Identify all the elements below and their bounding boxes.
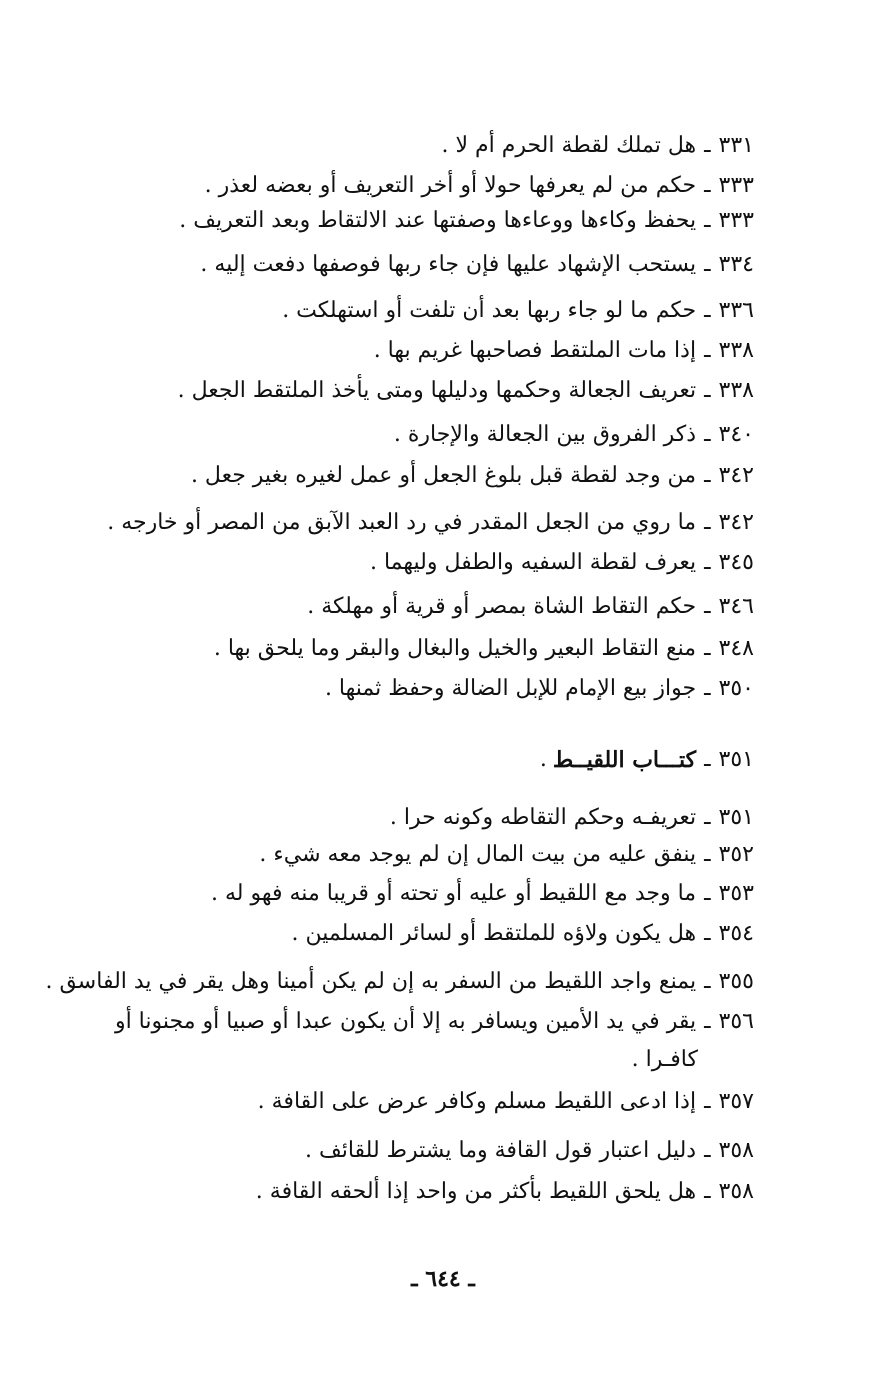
entry-page-number: ٣٣١ — [718, 133, 754, 158]
entry-title: تعريف الجعالة وحكمها ودليلها ومتى يأخذ الملتقط الجعل . — [177, 378, 697, 403]
entry-page-number: ٣٥٥ — [718, 969, 754, 994]
entry-title: تعريفـه وحكم التقاطه وكونه حرا . — [389, 805, 697, 830]
heading-dash: ـ — [704, 747, 711, 772]
index-entry — [259, 840, 754, 870]
entry-dash: ـ — [704, 842, 711, 867]
index-entry — [115, 1007, 754, 1037]
index-entry — [205, 171, 754, 201]
entry-page-number: ٣٤٥ — [718, 550, 754, 575]
entry-title: ما روي من الجعل المقدر في رد العبد الآبق من المصر أو خارجه . — [107, 510, 697, 535]
index-entry — [292, 919, 754, 949]
entry-title: يقر في يد الأمين ويسافر به إلا أن يكون عبدا أو صبيا أو مجنونا أو — [114, 1009, 697, 1034]
entry-dash: ـ — [704, 208, 711, 233]
entry-page-number: ٣٥٨ — [718, 1179, 754, 1204]
entry-dash: ـ — [704, 676, 711, 701]
index-entry — [374, 336, 754, 366]
index-entry — [258, 1087, 754, 1117]
index-entry — [307, 592, 754, 622]
index-entry — [390, 803, 754, 833]
entry-title: ينفق عليه من بيت المال إن لم يوجد معه شيء . — [259, 842, 697, 867]
entry-dash: ـ — [704, 1089, 711, 1114]
chapter-heading — [540, 745, 754, 775]
entry-title: ما وجد مع اللقيط أو عليه أو تحته أو قريبا منه فهو له . — [211, 881, 697, 906]
entry-page-number: ٣٣٣ — [718, 208, 754, 233]
entry-page-number: ٣٥١ — [718, 805, 754, 830]
entry-title: هل تملك لقطة الحرم أم لا . — [441, 133, 697, 158]
entry-page-number: ٣٥٦ — [718, 1009, 754, 1034]
entry-dash: ـ — [704, 969, 711, 994]
entry-page-number: ٣٣٣ — [718, 173, 754, 198]
entry-dash: ـ — [704, 636, 711, 661]
entry-dash: ـ — [704, 173, 711, 198]
page-number-footer: ـ ٦٤٤ ـ — [411, 1266, 475, 1292]
entry-title: ذكر الفروق بين الجعالة والإجارة . — [393, 422, 697, 447]
entry-title: من وجد لقطة قبل بلوغ الجعل أو عمل لغيره بغير جعل . — [190, 463, 697, 488]
entry-continuation: كافـرا . — [631, 1047, 698, 1072]
entry-dash: ـ — [704, 338, 711, 363]
entry-dash: ـ — [704, 881, 711, 906]
index-entry — [441, 131, 754, 161]
entry-page-number: ٣٥٤ — [718, 921, 754, 946]
entry-dash: ـ — [704, 1179, 711, 1204]
entry-dash: ـ — [704, 594, 711, 619]
entry-dash: ـ — [704, 252, 711, 277]
index-entry — [325, 674, 754, 704]
index-entry — [191, 461, 754, 491]
entry-dash: ـ — [704, 378, 711, 403]
entry-title: حكم التقاط الشاة بمصر أو قرية أو مهلكة . — [307, 594, 697, 619]
entry-title: جواز بيع الإمام للإبل الضالة وحفظ ثمنها . — [324, 676, 697, 701]
entry-page-number: ٣٥٣ — [718, 881, 754, 906]
index-entry — [394, 420, 754, 450]
index-entry — [200, 250, 754, 280]
heading-period: . — [539, 747, 547, 772]
entry-page-number: ٣٤٨ — [718, 636, 754, 661]
entry-page-number: ٣٣٤ — [718, 252, 754, 277]
entry-title: حكم ما لو جاء ربها بعد أن تلفت أو استهلكت . — [282, 298, 697, 323]
entry-dash: ـ — [704, 805, 711, 830]
entry-title: دليل اعتبار قول القافة وما يشترط للقائف . — [304, 1138, 697, 1163]
entry-page-number: ٣٤٠ — [718, 422, 754, 447]
index-entry — [282, 296, 754, 326]
entry-dash: ـ — [704, 1009, 711, 1034]
entry-title: إذا مات الملتقط فصاحبها غريم بها . — [373, 338, 697, 363]
entry-dash: ـ — [704, 463, 711, 488]
index-entry — [256, 1177, 754, 1207]
entry-title: منع التقاط البعير والخيل والبغال والبقر وما يلحق بها . — [213, 636, 697, 661]
index-entry — [370, 548, 754, 578]
heading-title: كتـــاب اللقيــط — [552, 747, 697, 773]
heading-page-number: ٣٥١ — [718, 747, 754, 772]
entry-title: هل يكون ولاؤه للملتقط أو لسائر المسلمين . — [291, 921, 697, 946]
index-entry — [107, 508, 754, 538]
index-entry — [179, 206, 754, 236]
index-entry — [214, 634, 754, 664]
entry-dash: ـ — [704, 550, 711, 575]
entry-page-number: ٣٣٨ — [718, 378, 754, 403]
index-entry — [211, 879, 754, 909]
entry-title: حكم من لم يعرفها حولا أو أخر التعريف أو بعضه لعذر . — [204, 173, 697, 198]
index-entry — [305, 1136, 754, 1166]
entry-dash: ـ — [704, 298, 711, 323]
index-entry — [178, 376, 754, 406]
entry-page-number: ٣٥٢ — [718, 842, 754, 867]
entry-title: هل يلحق اللقيط بأكثر من واحد إذا ألحقه القافة . — [255, 1179, 697, 1204]
entry-title: يحفظ وكاءها ووعاءها وصفتها عند الالتقاط وبعد التعريف . — [179, 208, 697, 233]
entry-page-number: ٣٤٢ — [718, 510, 754, 535]
entry-dash: ـ — [704, 1138, 711, 1163]
index-entry — [45, 967, 754, 997]
entry-page-number: ٣٣٦ — [718, 298, 754, 323]
entry-dash: ـ — [704, 133, 711, 158]
entry-title: يمنع واجد اللقيط من السفر به إن لم يكن أمينا وهل يقر في يد الفاسق . — [45, 969, 697, 994]
entry-page-number: ٣٤٢ — [718, 463, 754, 488]
entry-page-number: ٣٥٠ — [718, 676, 754, 701]
entry-page-number: ٣٥٨ — [718, 1138, 754, 1163]
entry-dash: ـ — [704, 422, 711, 447]
entry-dash: ـ — [704, 510, 711, 535]
entry-page-number: ٣٥٧ — [718, 1089, 754, 1114]
entry-title: يعرف لقطة السفيه والطفل وليهما . — [369, 550, 697, 575]
entry-dash: ـ — [704, 921, 711, 946]
entry-title: يستحب الإشهاد عليها فإن جاء ربها فوصفها دفعت إليه . — [200, 252, 697, 277]
entry-title: إذا ادعى اللقيط مسلم وكافر عرض على القافة . — [257, 1089, 697, 1114]
entry-page-number: ٣٣٨ — [718, 338, 754, 363]
entry-page-number: ٣٤٦ — [718, 594, 754, 619]
